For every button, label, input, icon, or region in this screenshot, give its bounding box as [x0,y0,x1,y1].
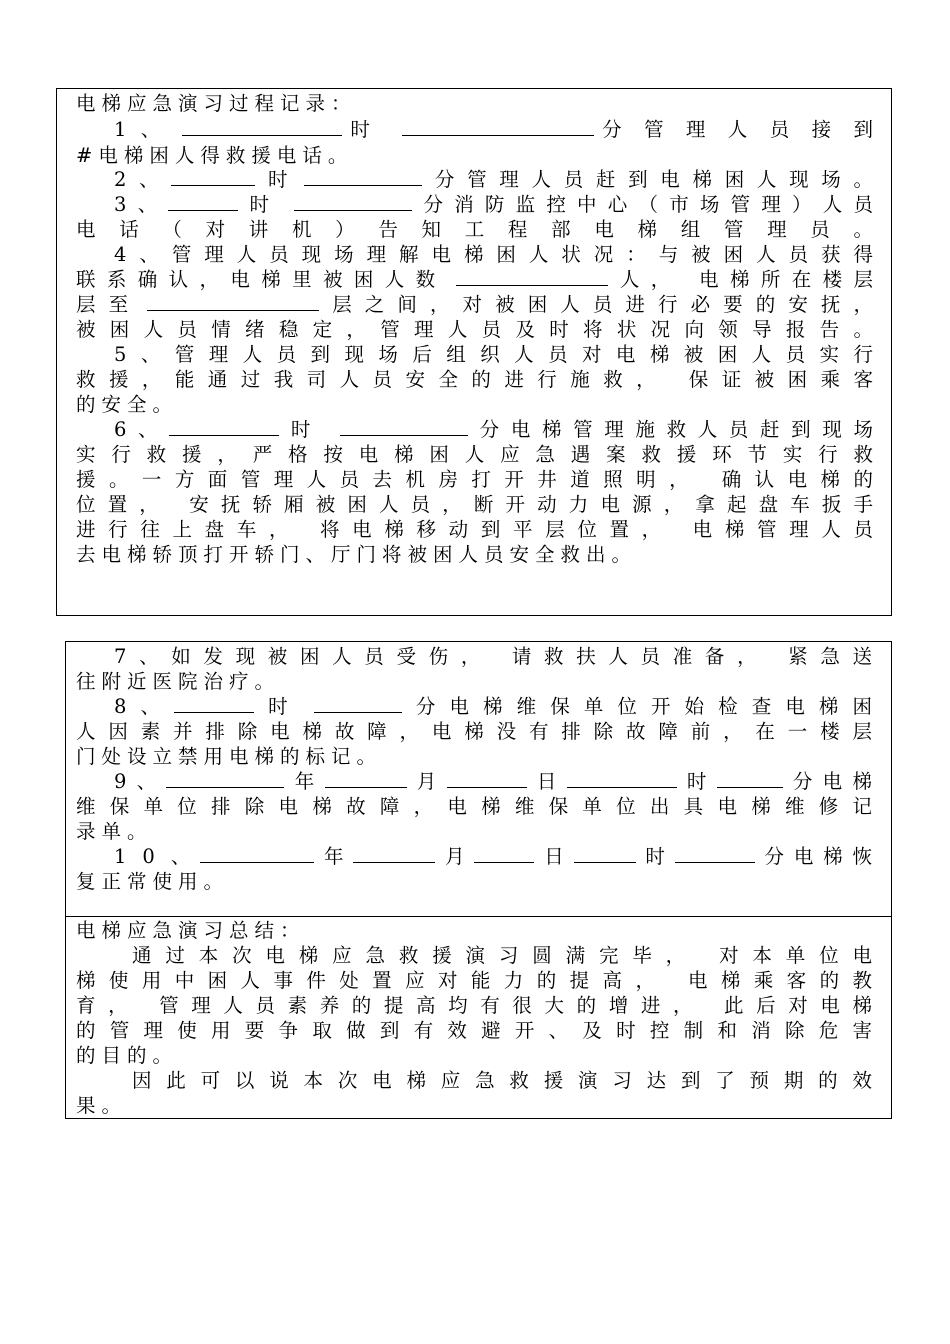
drill-process-record-box [56,88,892,616]
day-blank[interactable] [474,844,534,863]
hour-blank[interactable] [174,694,254,713]
hour-blank[interactable] [169,417,279,436]
record-line-6: 6、 时 分电梯管理施救人员赶到现场 [114,418,873,441]
summary-line-2: 梯使用中困人事件处置应对能力的提高， 电梯乘客的教 [76,969,872,992]
record-line-1b: #电梯困人得救援电话。 [76,144,354,167]
minute-blank[interactable] [294,192,412,211]
summary-line-4: 的管理使用要争取做到有效避开、及时控制和消除危害 [76,1019,872,1042]
record-line-4d: 被困人员情绪稳定，管理人员及时将状况向领导报告。 [76,318,873,341]
trapped-count-blank[interactable] [456,267,608,286]
record-line-6b: 实行救援，严格按电梯困人应急遇案救援环节实行救 [76,443,873,466]
record-line-1: 1 、 时 分 管 理 人 员 接 到 [114,118,873,141]
summary-line-3: 育， 管理人员素养的提高均有很大的增进， 此后对电梯 [76,994,872,1017]
minute-blank[interactable] [314,694,402,713]
record-line-3: 3、 时 分消防监控中心（市场管理）人员 [114,193,873,216]
minute-blank[interactable] [402,117,594,136]
record-line-4b: 联系确认，电梯里被困人数 人， 电梯所在楼层 [76,268,873,291]
record-line-10: 1 0 、 年 月 日 时 分电梯恢 [114,845,872,868]
summary-line-7: 果。 [76,1094,128,1117]
floor-blank[interactable] [147,292,319,311]
record-line-6d: 位置， 安抚轿厢被困人员，断开动力电源，拿起盘车扳手 [76,493,873,516]
month-blank[interactable] [325,769,407,788]
drill-record-continued-box [65,641,892,1119]
record-line-9c: 录单。 [76,820,153,843]
record-line-5c: 的安全。 [76,393,179,416]
hour-blank[interactable] [574,844,636,863]
record-line-4: 4、管理人员现场理解电梯困人状况：与被困人员获得 [114,243,873,266]
record-line-7: 7、如发现被困人员受伤， 请救扶人员准备， 紧急送 [114,645,872,668]
hour-blank[interactable] [567,769,677,788]
minute-blank[interactable] [340,417,468,436]
month-blank[interactable] [353,844,435,863]
day-blank[interactable] [447,769,527,788]
minute-blank[interactable] [717,769,783,788]
year-blank[interactable] [166,769,284,788]
record-line-6f: 去电梯轿顶打开轿门、厅门将被困人员安全救出。 [76,543,638,566]
summary-line-1: 通过本次电梯应急救援演习圆满完毕， 对本单位电 [132,944,872,967]
summary-line-6: 因此可以说本次电梯应急救援演习达到了预期的效 [132,1069,872,1092]
record-line-6c: 援。一方面管理人员去机房打开井道照明， 确认电梯的 [76,468,873,491]
hour-blank[interactable] [168,192,238,211]
record-line-5b: 救援，能通过我司人员安全的进行施救， 保证被困乘客 [76,368,873,391]
record-line-8c: 门处设立禁用电梯的标记。 [76,745,383,768]
record-line-6e: 进行往上盘车， 将电梯移动到平层位置， 电梯管理人员 [76,518,873,541]
hour-blank[interactable] [171,167,255,186]
record-line-4c: 层至 层之间，对被困人员进行必要的安抚， [76,293,873,316]
summary-line-5: 的目的。 [76,1044,179,1067]
record-line-3b: 电话（对讲机）告知工程部电梯组管理员。 [76,218,873,241]
record-line-5: 5、管理人员到现场后组织人员对电梯被困人员实行 [114,343,873,366]
record-line-8: 8、 时 分电梯维保单位开始检查电梯困 [114,695,872,718]
record-line-10b: 复正常使用。 [76,870,230,893]
record-line-7b: 往附近医院治疗。 [76,670,281,693]
summary-heading: 电梯应急演习总结： [76,919,306,942]
minute-blank[interactable] [675,844,755,863]
record-line-2: 2、 时 分管理人员赶到电梯困人现场。 [114,168,873,191]
section-divider [66,916,891,917]
minute-blank[interactable] [304,167,422,186]
year-blank[interactable] [200,844,314,863]
record-line-9: 9、 年 月 日 时 分电梯 [114,770,872,793]
section-heading: 电梯应急演习过程记录： [76,92,357,115]
record-line-8b: 人因素并排除电梯故障，电梯没有排除故障前，在一楼层 [76,720,872,743]
hour-blank[interactable] [182,117,342,136]
record-line-9b: 维保单位排除电梯故障，电梯维保单位出具电梯维修记 [76,795,872,818]
